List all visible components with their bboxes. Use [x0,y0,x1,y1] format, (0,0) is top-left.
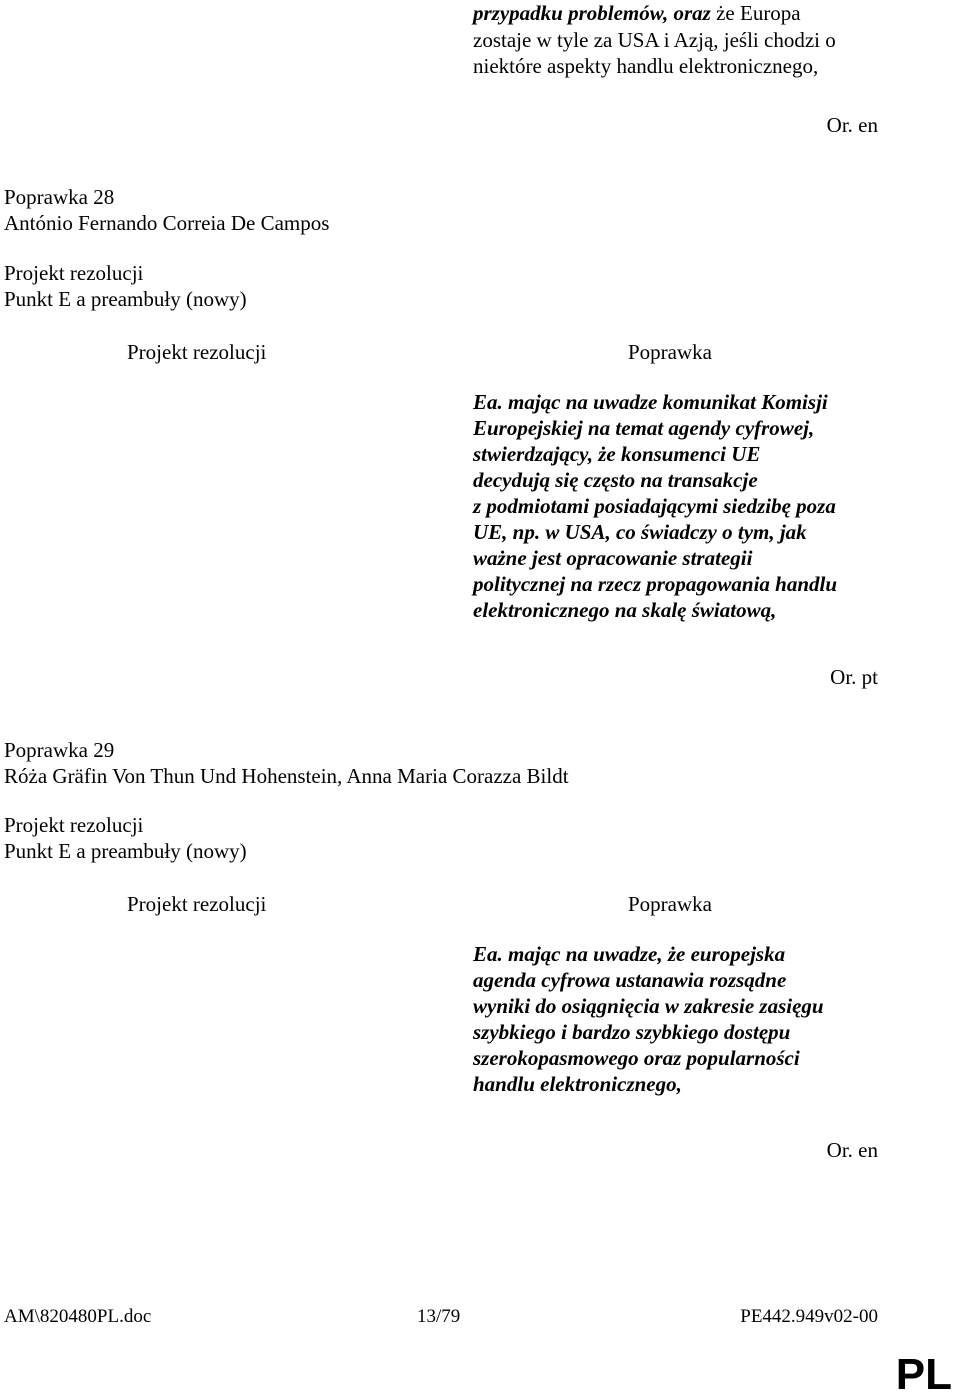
column-header-right: Poprawka [628,892,712,916]
continuation-normal: że Europa [716,1,801,25]
amendment-authors: Róża Gräfin Von Thun Und Hohenstein, Anna Maria Corazza Bildt [4,764,569,788]
amendment-text-line: Ea. mając na uwadze, że europejska [473,942,786,966]
amendment-point: Punkt E a preambuły (nowy) [4,287,247,311]
amendment-text-line: szerokopasmowego oraz popularności [473,1046,800,1070]
original-language: Or. pt [830,665,878,689]
continuation-bold: przypadku problemów, oraz [473,1,717,25]
footer-reference: PE442.949v02-00 [740,1306,878,1327]
original-language: Or. en [826,1138,878,1162]
amendment-text [473,941,893,1097]
amendment-authors: António Fernando Correia De Campos [4,211,330,235]
amendment-text-line: stwierdzający, że konsumenci UE [473,442,761,466]
amendment-text-line: Europejskiej na temat agendy cyfrowej, [473,416,815,440]
continuation-line-3: niektóre aspekty handlu elektronicznego, [473,54,819,78]
language-code: PL [895,1350,952,1399]
amendment-text-line: politycznej na rzecz propagowania handlu [473,572,838,596]
amendment-text-line: elektronicznego na skalę światową, [473,598,777,622]
amendment-text-line: handlu elektronicznego, [473,1072,682,1096]
continuation-text [473,0,893,80]
amendment-text-line: UE, np. w USA, co świadczy o tym, jak [473,520,807,544]
amendment-text-line: szybkiego i bardzo szybkiego dostępu [473,1020,791,1044]
amendment-doc: Projekt rezolucji [4,813,144,837]
continuation-line-1 [473,0,893,27]
amendment-text [473,389,893,623]
amendment-title: Poprawka 29 [4,738,115,762]
column-header-right: Poprawka [628,340,712,364]
amendment-point: Punkt E a preambuły (nowy) [4,839,247,863]
amendment-text-line: agenda cyfrowa ustanawia rozsądne [473,968,787,992]
amendment-doc: Projekt rezolucji [4,261,144,285]
amendment-title: Poprawka 28 [4,185,115,209]
continuation-line-2: zostaje w tyle za USA i Azją, jeśli chodzi o [473,27,836,52]
amendment-text-line: Ea. mając na uwadze komunikat Komisji [473,390,828,414]
original-language-top: Or. en [826,113,878,137]
amendment-text-line: decydują się często na transakcje [473,468,758,492]
footer-file: AM\820480PL.doc [4,1306,152,1327]
amendment-text-line: wyniki do osiągnięcia w zakresie zasięgu [473,994,824,1018]
amendment-text-line: z podmiotami posiadającymi siedzibę poza [473,494,836,518]
column-header-left: Projekt rezolucji [127,892,267,916]
amendment-text-line: ważne jest opracowanie strategii [473,546,753,570]
column-header-left: Projekt rezolucji [127,340,267,364]
footer-page-number: 13/79 [417,1306,461,1327]
